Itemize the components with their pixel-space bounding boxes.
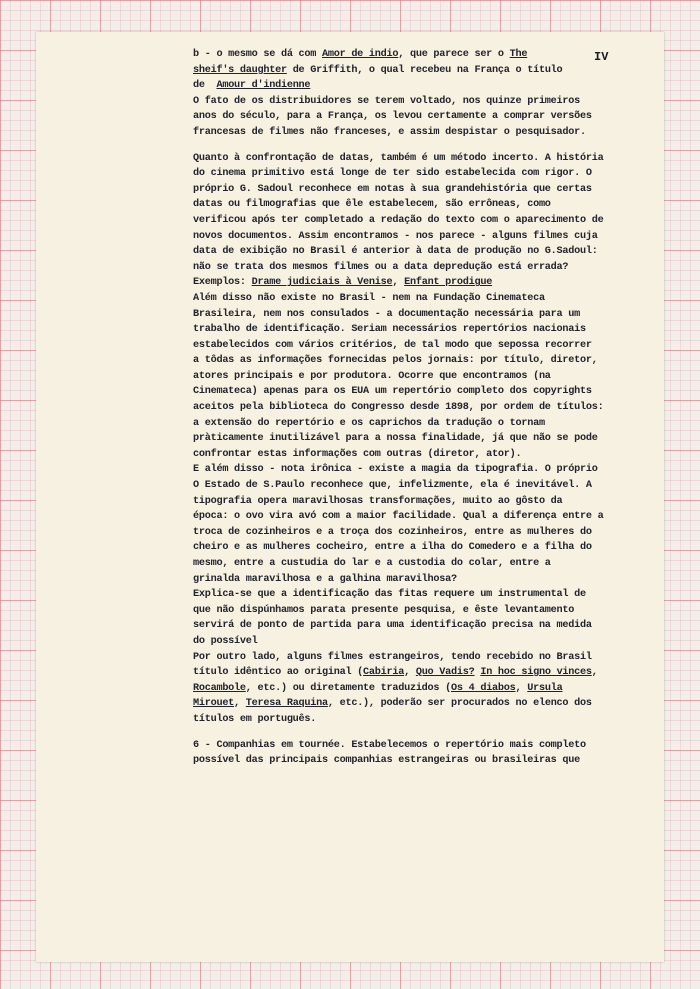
text-line	[193, 431, 623, 447]
text-run: não se trata dos mesmos filmes ou a data depredução está errada?	[193, 261, 569, 273]
text-run: ,	[392, 277, 405, 289]
text-line	[193, 63, 623, 79]
paragraph-block-2	[193, 151, 623, 728]
text-run: servirá de ponto de partida para uma identificação precisa na medida	[193, 620, 592, 632]
text-run: próprio G. Sadoul reconhece em notas à sua grandehistória que certas	[193, 183, 592, 195]
text-line	[193, 650, 623, 666]
underlined-title: Cabiria	[363, 667, 405, 679]
text-run: do possível	[193, 635, 258, 647]
text-line	[193, 166, 623, 182]
text-run: , etc.) ou diretamente traduzidos (	[245, 682, 452, 694]
text-run: Quanto à confrontação de datas, também é um método incerto. A história	[193, 152, 604, 164]
text-line	[193, 275, 623, 291]
text-line	[193, 307, 623, 323]
text-line	[193, 416, 623, 432]
text-run: trabalho de identificação. Seriam necessários repertórios nacionais	[193, 324, 586, 336]
text-run: a tôdas as informações fornecidas pelos jornais: por título, diretor,	[193, 355, 598, 367]
text-line	[193, 151, 623, 167]
text-run: francesas de filmes não franceses, e assim despistar o pesquisador.	[193, 126, 586, 138]
text-run: títulos em português.	[193, 713, 317, 725]
text-run: atores principais e por produtora. Ocorre que encontramos (na	[193, 370, 551, 382]
text-run: Brasileira, nem nos consulados - a documentação necessária para um	[193, 308, 580, 320]
text-line	[193, 587, 623, 603]
text-run: tipografia opera maravilhosas transformações, muito ao gôsto da	[193, 495, 563, 507]
text-run: b - o mesmo se dá com	[193, 49, 322, 60]
text-line	[193, 353, 623, 369]
text-run: O Estado de S.Paulo reconhece que, infelizmente, ela é inevitável. A	[193, 480, 592, 492]
text-line	[193, 322, 623, 338]
text-line	[193, 556, 623, 572]
text-run: verificou após ter completado a redação do texto com o aparecimento de	[193, 214, 604, 226]
text-run: pràticamente inutilizável para a nossa finalidade, já que não se pode	[193, 433, 598, 445]
text-line	[193, 603, 623, 619]
underlined-title: Os 4 diabos	[451, 682, 516, 694]
text-line	[193, 338, 623, 354]
text-run: que não dispúnhamos parata presente pesquisa, e êste levantamento	[193, 604, 575, 616]
text-line	[193, 447, 623, 463]
text-run: 6 - Companhias em tournée. Estabelecemos o repertório mais completo	[193, 739, 586, 751]
text-line	[193, 681, 623, 697]
text-run: época: o ovo vira avó com a maior facilidade. Qual a diferença entre a	[193, 511, 604, 523]
text-run: do cinema primitivo está longe de ter sido estabelecida com rigor. O	[193, 168, 592, 180]
text-run: Exemplos:	[193, 277, 252, 289]
text-line	[193, 197, 623, 213]
text-line	[193, 244, 623, 260]
text-line	[193, 94, 623, 110]
text-line	[193, 712, 623, 728]
text-line	[193, 125, 623, 141]
text-run: ,	[515, 682, 528, 694]
underlined-title: Drame judiciais à Venise	[251, 277, 393, 289]
text-line	[193, 229, 623, 245]
text-line	[193, 634, 623, 650]
text-run: datas ou filmografias que êle estabelecem, são errôneas, como	[193, 199, 551, 211]
page-number: IV	[594, 50, 609, 64]
text-line	[193, 213, 623, 229]
text-run: mesmo, entre a custudia do lar e a custodia do colar, entre a	[193, 558, 551, 569]
underlined-title: Ursula	[527, 682, 563, 694]
text-run: título idêntico ao original (	[193, 667, 364, 679]
text-run: , etc.), poderão ser procurados no elenco dos	[327, 698, 592, 710]
text-line	[193, 618, 623, 634]
underlined-title: The	[509, 49, 528, 60]
paragraph-gap	[193, 728, 623, 738]
body-text	[193, 47, 623, 769]
text-line	[193, 572, 623, 588]
text-line	[193, 696, 623, 712]
text-run: , que parece ser o	[398, 49, 510, 60]
underlined-title: Enfant prodigue	[404, 277, 493, 289]
underlined-title: Amor de indio	[322, 49, 399, 60]
text-run: novos documentos. Assim encontramos - nos parece - alguns filmes cuja	[193, 230, 598, 242]
underlined-title: Mirouet	[193, 698, 235, 710]
text-run: Cinemateca) apenas para os EUA um repertório completo dos copyrights	[193, 386, 592, 398]
text-line	[193, 509, 623, 525]
text-line	[193, 753, 623, 769]
text-line	[193, 525, 623, 541]
text-run: a extensão do repertório e os caprichos da tradução o tornam	[193, 417, 545, 429]
text-line	[193, 738, 623, 754]
text-run: ,	[591, 667, 598, 679]
underlined-title: Amour d'indienne	[216, 80, 311, 92]
underlined-title: Rocambole	[193, 682, 246, 694]
underlined-title: sheif's daughter	[193, 64, 287, 76]
text-run: aceitos pela biblioteca do Congresso desde 1898, por ordem de títulos:	[193, 402, 604, 414]
text-line	[193, 109, 623, 125]
text-run: Por outro lado, alguns filmes estrangeiros, tendo recebido no Brasil	[193, 651, 592, 663]
text-run: Além disso não existe no Brasil - nem na Fundação Cinemateca	[193, 292, 545, 304]
underlined-title: Quo Vadis?	[415, 667, 475, 679]
text-run: ,	[234, 698, 246, 710]
text-run: grinalda maravilhosa e a galhina maravilhosa?	[193, 573, 457, 585]
text-run: O fato de os distribuidores se terem voltado, nos quinze primeiros	[193, 95, 580, 107]
text-run: data de exibição no Brasil é anterior à data de produção no G.Sadoul:	[193, 246, 598, 258]
paragraph-gap	[193, 141, 623, 151]
text-line	[193, 182, 623, 198]
text-line	[193, 47, 623, 63]
text-line	[193, 462, 623, 478]
text-line	[193, 540, 623, 556]
text-line	[193, 291, 623, 307]
text-run: E além disso - nota irônica - existe a magia da tipografia. O próprio	[193, 464, 598, 476]
paragraph-block-1	[193, 47, 623, 141]
text-line	[193, 369, 623, 385]
text-line	[193, 78, 623, 94]
text-run: cheiro e as mulheres cocheiro, entre a ilha do Comedero e a filha do	[193, 542, 592, 554]
text-run: de Griffith, o qual recebeu na França o título	[286, 64, 563, 76]
text-line	[193, 384, 623, 400]
text-run: anos do século, para a França, os levou certamente a comprar versões	[193, 111, 592, 123]
underlined-title: Teresa Raquina	[245, 698, 328, 710]
underlined-title: In hoc signo vinces	[480, 667, 592, 679]
text-line	[193, 260, 623, 276]
text-run: possível das principais companhias estrangeiras ou brasileiras que	[193, 755, 580, 767]
text-line	[193, 494, 623, 510]
text-run: troca de cozinheiros e a troça dos cozinheiros, entre as mulheres do	[193, 526, 592, 538]
text-run: Explica-se que a identificação das fitas requere um instrumental de	[193, 589, 586, 601]
text-run: estabelecidos com vários critérios, de tal modo que sepossa recorrer	[193, 339, 592, 351]
paragraph-block-3	[193, 738, 623, 769]
text-run: confrontar estas informações com outras (diretor, ator).	[193, 448, 522, 460]
text-run: ,	[404, 667, 416, 679]
text-run: de	[193, 80, 217, 92]
text-line	[193, 665, 623, 681]
text-line	[193, 478, 623, 494]
text-line	[193, 400, 623, 416]
